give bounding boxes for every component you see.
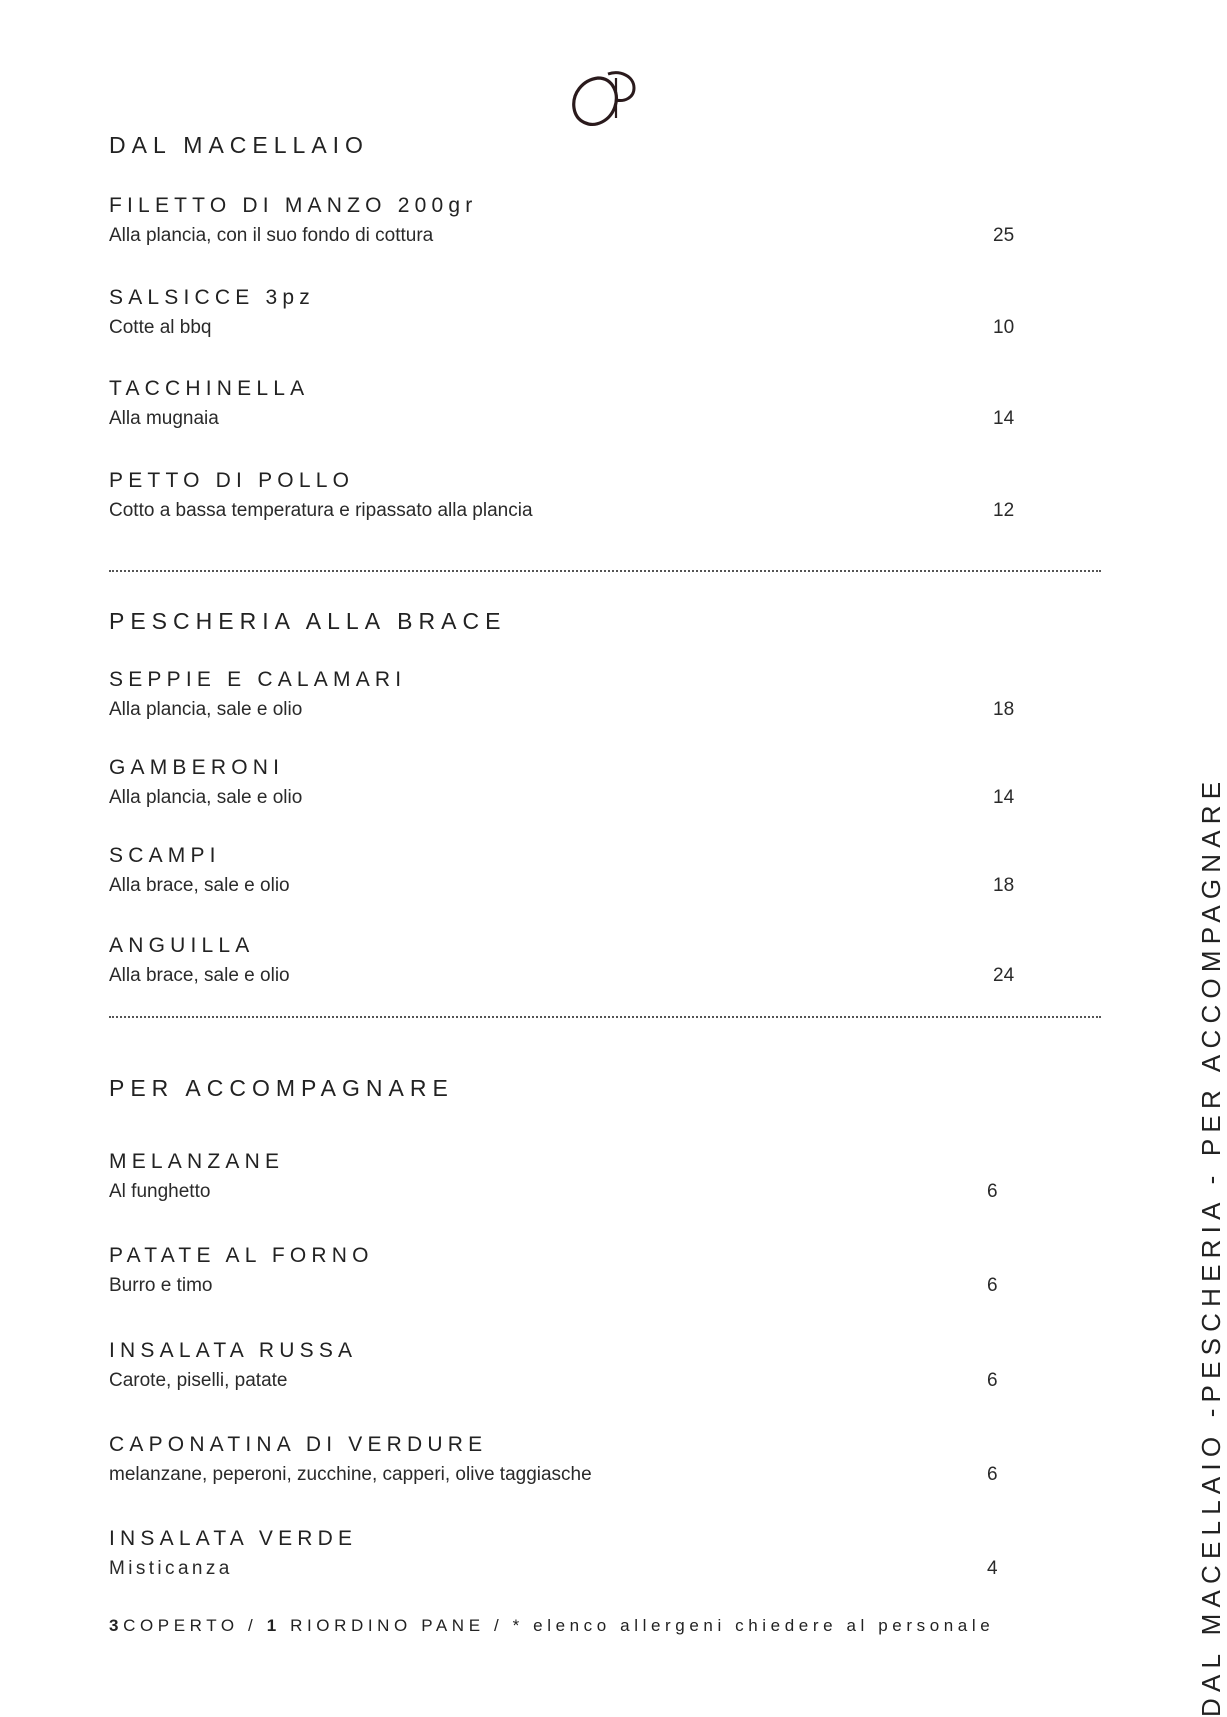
menu-item bbox=[109, 755, 1019, 811]
menu-item-description: Alla plancia, sale e olio bbox=[109, 699, 303, 720]
menu-item bbox=[109, 843, 1019, 899]
menu-item bbox=[109, 667, 1019, 723]
menu-item-price: 24 bbox=[993, 965, 1015, 986]
menu-item-description: Cotte al bbq bbox=[109, 317, 212, 338]
restaurant-logo-icon bbox=[568, 68, 640, 130]
menu-item-description: Burro e timo bbox=[109, 1275, 213, 1296]
menu-item-description: Alla brace, sale e olio bbox=[109, 875, 290, 896]
menu-item-name: PETTO DI POLLO bbox=[109, 469, 355, 492]
menu-item-name: INSALATA VERDE bbox=[109, 1527, 358, 1550]
menu-item-price: 14 bbox=[993, 408, 1015, 429]
pane-price: 1 bbox=[266, 1616, 281, 1635]
menu-item bbox=[109, 1149, 1019, 1205]
menu-item-description: Alla brace, sale e olio bbox=[109, 965, 290, 986]
menu-item-name: GAMBERONI bbox=[109, 756, 285, 779]
menu-item bbox=[109, 1243, 1019, 1299]
menu-item-name: ANGUILLA bbox=[109, 934, 255, 957]
menu-item-price: 18 bbox=[993, 699, 1015, 720]
menu-item-price: 4 bbox=[987, 1558, 998, 1579]
menu-item-description: Alla plancia, sale e olio bbox=[109, 787, 303, 808]
menu-item-name: SCAMPI bbox=[109, 844, 221, 867]
footer-note bbox=[109, 1616, 994, 1636]
menu-item-name: SALSICCE 3pz bbox=[109, 286, 315, 309]
coperto-label: COPERTO / bbox=[123, 1616, 267, 1635]
menu-item-price: 6 bbox=[987, 1275, 998, 1296]
menu-item-name: SEPPIE E CALAMARI bbox=[109, 668, 407, 691]
section-title-dal-macellaio: DAL MACELLAIO bbox=[109, 132, 369, 158]
menu-item-description: Alla mugnaia bbox=[109, 408, 219, 429]
menu-item-description: Carote, piselli, patate bbox=[109, 1370, 288, 1391]
menu-item bbox=[109, 1526, 1019, 1582]
menu-item-name: FILETTO DI MANZO 200gr bbox=[109, 194, 478, 217]
menu-item bbox=[109, 285, 1019, 341]
menu-item-price: 25 bbox=[993, 225, 1015, 246]
menu-item-price: 14 bbox=[993, 787, 1015, 808]
side-vertical-label: DAL MACELLAIO -PESCHERIA - PER ACCOMPAGNARE bbox=[1196, 775, 1226, 1717]
menu-item-description: Cotto a bassa temperatura e ripassato alla plancia bbox=[109, 500, 533, 521]
section-title-per-accompagnare: PER ACCOMPAGNARE bbox=[109, 1075, 454, 1101]
menu-item bbox=[109, 1338, 1019, 1394]
menu-item-description: Alla plancia, con il suo fondo di cottura bbox=[109, 225, 434, 246]
menu-item-price: 6 bbox=[987, 1370, 998, 1391]
menu-item-price: 10 bbox=[993, 317, 1015, 338]
menu-item-description: melanzane, peperoni, zucchine, capperi, olive taggiasche bbox=[109, 1464, 592, 1485]
menu-item bbox=[109, 1432, 1019, 1488]
menu-item-price: 6 bbox=[987, 1181, 998, 1202]
pane-label: RIORDINO PANE / * elenco allergeni chiedere al personale bbox=[280, 1616, 995, 1635]
menu-item-name: CAPONATINA DI VERDURE bbox=[109, 1433, 488, 1456]
menu-item bbox=[109, 193, 1019, 249]
menu-item-price: 18 bbox=[993, 875, 1015, 896]
menu-item bbox=[109, 933, 1019, 989]
menu-item-description: Al funghetto bbox=[109, 1181, 211, 1202]
menu-item-price: 12 bbox=[993, 500, 1015, 521]
menu-item-name: PATATE AL FORNO bbox=[109, 1244, 374, 1267]
section-divider bbox=[109, 570, 1101, 572]
menu-item bbox=[109, 376, 1019, 432]
menu-item-name: MELANZANE bbox=[109, 1150, 285, 1173]
menu-item-price: 6 bbox=[987, 1464, 998, 1485]
section-divider bbox=[109, 1016, 1101, 1018]
menu-item-description: Misticanza bbox=[109, 1558, 233, 1579]
coperto-price: 3 bbox=[109, 1616, 124, 1635]
menu-item bbox=[109, 468, 1019, 524]
menu-item-name: INSALATA RUSSA bbox=[109, 1339, 358, 1362]
menu-item-name: TACCHINELLA bbox=[109, 377, 310, 400]
section-title-pescheria: PESCHERIA ALLA BRACE bbox=[109, 608, 507, 634]
